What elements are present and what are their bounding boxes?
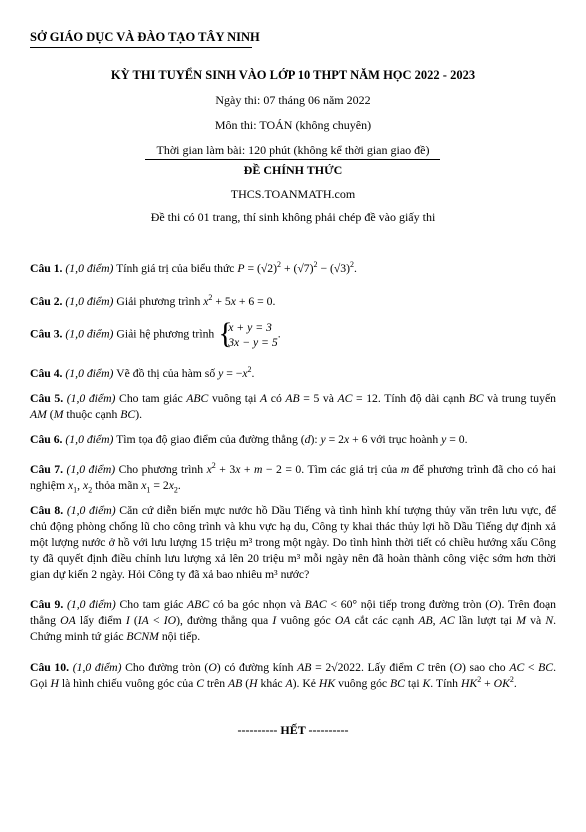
exam-date: Ngày thi: 07 tháng 06 năm 2022 [215, 93, 371, 107]
question-2 [30, 294, 556, 310]
exam-subject: Môn thi: TOÁN (không chuyên) [214, 118, 372, 132]
end-mark: ---------- HẾT ---------- [237, 723, 349, 737]
exam-title: KỲ THI TUYỂN SINH VÀO LỚP 10 THPT NĂM HỌC 2022 - 2023 [110, 68, 476, 82]
question-8 [30, 503, 556, 583]
question-10 [30, 660, 556, 692]
question-text: Căn cứ diễn biến mực nước hồ Dầu Tiếng và tình hình khí tượng thủy văn trên lưu vực, để chủ động phòng chống lũ cho công trình và khu vực hạ du, Công ty khai thác thủy lợi hồ Dầu Tiếng dự định xả một lượng nước ở hồ với lưu lượng 15 triệu m³ trong một ngày. Do tình hình thời tiết có chiều hướng xấu Công ty đã quyết định điều chỉnh lưu lượng xả lên 20 triệu m³ mỗi ngày nên đã hoàn thành công việc sớm hơn thời gian dự kiến 2 ngày. Hỏi Công ty đã xả bao nhiêu m³ nước? [30, 504, 557, 581]
question-points: (1,0 điểm) [65, 433, 114, 446]
question-points: (1,0 điểm) [65, 367, 114, 380]
question-label: Câu 4. [30, 367, 63, 380]
question-label: Câu 2. [30, 295, 63, 308]
math-expression: $x^2 + 5x + 6 = 0$. [203, 293, 276, 308]
question-text: Vẽ đồ thị của hàm số [116, 367, 216, 380]
official-label: ĐỀ CHÍNH THỨC [243, 163, 343, 177]
question-text: Tìm tọa độ giao điểm của đường thẳng (d): y = 2x + 6 với trục hoành y = 0. [116, 433, 468, 446]
question-label: Câu 1. [30, 262, 63, 275]
question-points: (1,0 điểm) [65, 295, 114, 308]
question-label: Câu 7. [30, 463, 64, 476]
question-text: Giải phương trình [116, 295, 201, 308]
department-name: SỞ GIÁO DỤC VÀ ĐÀO TẠO TÂY NINH [30, 30, 260, 44]
department-underline [30, 47, 252, 48]
question-label: Câu 8. [30, 504, 64, 517]
question-label: Câu 3. [30, 327, 63, 341]
question-label: Câu 6. [30, 433, 63, 446]
question-points: (1,0 điểm) [65, 327, 114, 341]
question-1 [30, 261, 556, 277]
question-7 [30, 462, 556, 494]
question-text: Tính giá trị của biểu thức [116, 262, 235, 275]
page-note: Đề thi có 01 trang, thí sinh không phải chép đề vào giấy thi [150, 210, 436, 224]
exam-duration: Thời gian làm bài: 120 phút (không kể thời gian giao đề) [156, 143, 430, 157]
question-points: (1,0 điểm) [72, 661, 122, 674]
question-points: (1,0 điểm) [65, 262, 114, 275]
question-points: (1,0 điểm) [66, 392, 116, 405]
question-text: Cho đường tròn (O) có đường kính AB = 2√2022. Lấy điểm C trên (O) sao cho AC < BC. Gọi H là hình chiếu vuông góc của C trên AB (H khác A). Kẻ HK vuông góc BC tại K. Tính $HK^2 + OK^2$. [30, 661, 557, 690]
math-expression: $P = (√2)^2 + (√7)^2 - (√3)^2$. [237, 260, 357, 275]
question-4 [30, 366, 556, 382]
duration-underline [145, 159, 440, 160]
question-text: Cho tam giác ABC vuông tại A có AB = 5 và AC = 12. Tính độ dài cạnh BC và trung tuyến AM (M thuộc cạnh BC). [30, 392, 557, 421]
question-points: (1,0 điểm) [66, 463, 116, 476]
math-expression: $y = -x^2$. [218, 365, 255, 380]
equation-system: { x + y = 3 3x − y = 5 [220, 320, 278, 350]
question-6 [30, 432, 556, 448]
question-9 [30, 597, 556, 645]
question-3: Câu 3. (1,0 điểm) Giải hệ phương trình { x + y = 3 3x − y = 5. [30, 320, 556, 350]
question-text: Giải hệ phương trình [116, 327, 215, 341]
question-points: (1,0 điểm) [66, 598, 116, 611]
question-label: Câu 9. [30, 598, 64, 611]
question-label: Câu 5. [30, 392, 64, 405]
question-5 [30, 391, 556, 423]
question-points: (1,0 điểm) [66, 504, 116, 517]
website: THCS.TOANMATH.com [230, 187, 356, 201]
question-text: Cho phương trình $x^2 + 3x + m - 2 = 0$. Tìm các giá trị của m để phương trình đã cho có hai nghiệm $x_1$, $x_2$ thỏa mãn $x_1 = 2x_2$. [30, 461, 556, 495]
question-text: Cho tam giác ABC có ba góc nhọn và BAC < 60° nội tiếp trong đường tròn (O). Trên đoạn thẳng OA lấy điểm I (IA < IO), đường thẳng qua I vuông góc OA cắt các cạnh AB, AC lần lượt tại M và N. Chứng minh tứ giác BCNM nội tiếp. [30, 598, 557, 643]
question-label: Câu 10. [30, 661, 70, 674]
